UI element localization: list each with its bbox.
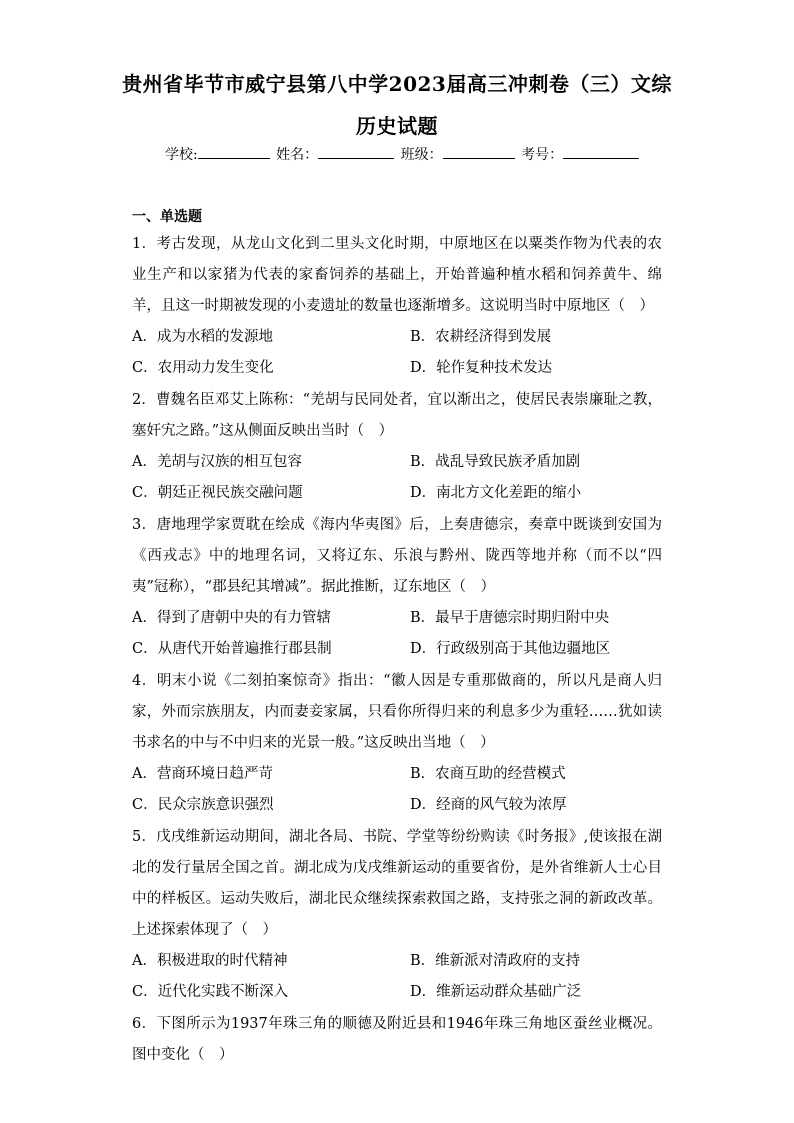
question-5-option-b[interactable]: B．维新派对清政府的支持 <box>410 953 581 969</box>
question-3-option-d[interactable]: D．行政级别高于其他边疆地区 <box>410 641 611 657</box>
school-blank[interactable] <box>198 146 270 159</box>
exam-subtitle: 历史试题 <box>356 114 438 138</box>
question-3-stem: 3．唐地理学家贾耽在绘成《海内华夷图》后，上奏唐德宗，奏章中既谈到安国为《西戎志》中的地理名词，又将辽东、乐浪与黔州、陇西等地并称（而不以“四夷”冠称），“郡县纪其增减”。据此推断，辽东地区（ ） <box>132 517 662 595</box>
exam-title: 贵州省毕节市威宁县第八中学2023届高三冲刺卷（三）文综 <box>122 72 672 96</box>
exam-number-label: 考号： <box>521 147 564 163</box>
question-1-option-d[interactable]: D．轮作复种技术发达 <box>410 360 553 376</box>
question-2-stem: 2．曹魏名臣邓艾上陈称：“羌胡与民同处者，宜以渐出之，使居民表崇廉耻之教，塞奸宄之路。”这从侧面反映出当时（ ） <box>132 392 662 439</box>
question-3-option-c[interactable]: C．从唐代开始普遍推行郡县制 <box>132 641 332 657</box>
question-1-option-b[interactable]: B．农耕经济得到发展 <box>410 329 552 345</box>
question-4-option-b[interactable]: B．农商互助的经营模式 <box>410 766 566 782</box>
exam-number-blank[interactable] <box>563 146 639 159</box>
student-info-line <box>165 144 641 164</box>
question-5-option-d[interactable]: D．维新运动群众基础广泛 <box>410 984 582 1000</box>
question-1-option-c[interactable]: C．农用动力发生变化 <box>132 360 274 376</box>
question-3-option-b[interactable]: B．最早于唐德宗时期归附中央 <box>410 610 610 626</box>
question-5-option-a[interactable]: A．积极进取的时代精神 <box>132 953 288 969</box>
question-4-stem: 4．明末小说《二刻拍案惊奇》指出：“徽人因是专重那做商的，所以凡是商人归家，外而宗族朋友，内而妻妾家属，只看你所得归来的利息多少为重轻……犹如读书求名的中与不中归来的光景一般。”这反映出当地（ ） <box>132 673 662 751</box>
class-blank[interactable] <box>443 146 515 159</box>
question-4-option-d[interactable]: D．经商的风气较为浓厚 <box>410 797 567 813</box>
question-2-option-a[interactable]: A．羌胡与汉族的相互包容 <box>132 454 302 470</box>
name-blank[interactable] <box>318 146 394 159</box>
question-5-option-c[interactable]: C．近代化实践不断深入 <box>132 984 289 1000</box>
school-label: 学校: <box>165 147 198 163</box>
question-1-option-a[interactable]: A．成为水稻的发源地 <box>132 329 273 345</box>
class-label: 班级： <box>400 147 443 163</box>
question-3-option-a[interactable]: A．得到了唐朝中央的有力管辖 <box>132 610 331 626</box>
name-label: 姓名： <box>276 147 319 163</box>
question-4-option-c[interactable]: C．民众宗族意识强烈 <box>132 797 274 813</box>
question-1-stem: 1．考古发现，从龙山文化到二里头文化时期，中原地区在以粟类作物为代表的农业生产和以家猪为代表的家畜饲养的基础上，开始普遍种植水稻和饲养黄牛、绵羊，且这一时期被发现的小麦遗址的数量也逐渐增多。这说明当时中原地区（ ） <box>132 236 662 314</box>
question-2-option-b[interactable]: B．战乱导致民族矛盾加剧 <box>410 454 581 470</box>
question-4-option-a[interactable]: A．营商环境日趋严苛 <box>132 766 273 782</box>
question-2-option-d[interactable]: D．南北方文化差距的缩小 <box>410 485 582 501</box>
question-6-stem: 6．下图所示为1937年珠三角的顺德及附近县和1946年珠三角地区蚕丝业概况。图中变化（ ） <box>132 1016 662 1063</box>
section-title: 一、单选题 <box>132 209 202 225</box>
question-5-stem: 5．戊戌维新运动期间，湖北各局、书院、学堂等纷纷购读《时务报》,使该报在湖北的发行量居全国之首。湖北成为戊戌维新运动的重要省份，是外省维新人士心目中的样板区。运动失败后，湖北民众继续探索救国之路，支持张之洞的新政改革。上述探索体现了（ ） <box>132 829 662 938</box>
question-2-option-c[interactable]: C．朝廷正视民族交融问题 <box>132 485 303 501</box>
